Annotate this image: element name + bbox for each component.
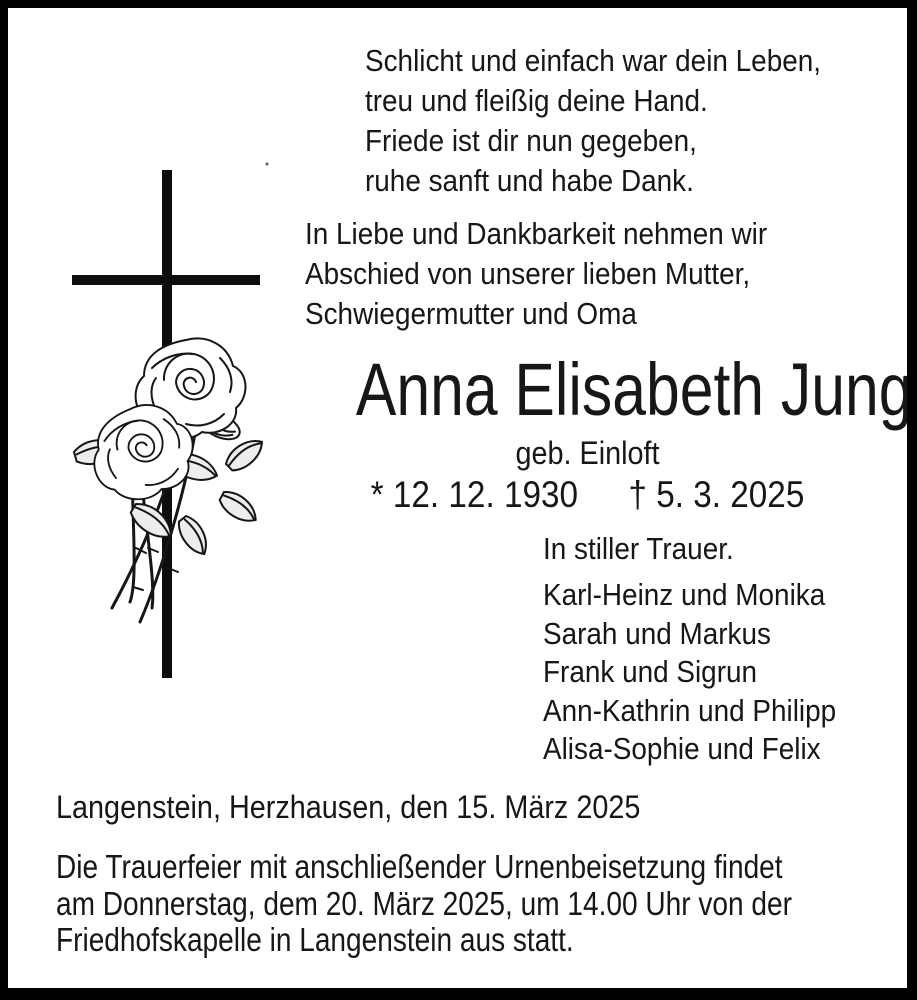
text-line: Ann-Kathrin und Philipp — [543, 692, 837, 728]
life-dates — [333, 474, 842, 516]
mourners-list — [543, 576, 836, 769]
text-line: Friede ist dir nun gegeben, — [365, 123, 697, 158]
text-line: treu und fleißig deine Hand. — [365, 83, 708, 118]
text-line: Schlicht und einfach war dein Leben, — [365, 43, 822, 78]
mourning-header: In stiller Trauer. — [543, 531, 734, 566]
text-line: In Liebe und Dankbarkeit nehmen wir — [305, 216, 768, 251]
death-date: † 5. 3. 2025 — [628, 474, 805, 515]
text-line: Karl-Heinz und Monika — [543, 577, 826, 612]
text-line: ruhe sanft und habe Dank. — [365, 163, 694, 198]
text-line: Schwiegermutter und Oma — [305, 296, 637, 331]
deceased-block — [305, 348, 913, 516]
text-line: am Donnerstag, dem 20. März 2025, um 14.00 Uhr von der — [56, 884, 792, 922]
dateline: Langenstein, Herzhausen, den 15. März 2025 — [56, 789, 641, 825]
text-line: Friedhofskapelle in Langenstein aus statt. — [56, 921, 574, 958]
poem — [365, 41, 821, 201]
text-line: Frank und Sigrun — [543, 654, 758, 689]
text-line: Die Trauerfeier mit anschließender Urnenbeisetzung findet — [56, 848, 783, 885]
deceased-name: Anna Elisabeth Jung — [355, 348, 913, 431]
text-line: Sarah und Markus — [543, 615, 771, 651]
text-line: Abschied von unserer lieben Mutter, — [305, 256, 751, 291]
intro-text — [305, 214, 767, 334]
maiden-name: geb. Einloft — [515, 435, 660, 471]
cross-with-roses-icon — [40, 160, 280, 690]
birth-date: * 12. 12. 1930 — [370, 474, 579, 515]
text-line: Alisa-Sophie und Felix — [543, 731, 821, 766]
funeral-info — [56, 849, 792, 959]
ink-speck — [265, 162, 268, 165]
